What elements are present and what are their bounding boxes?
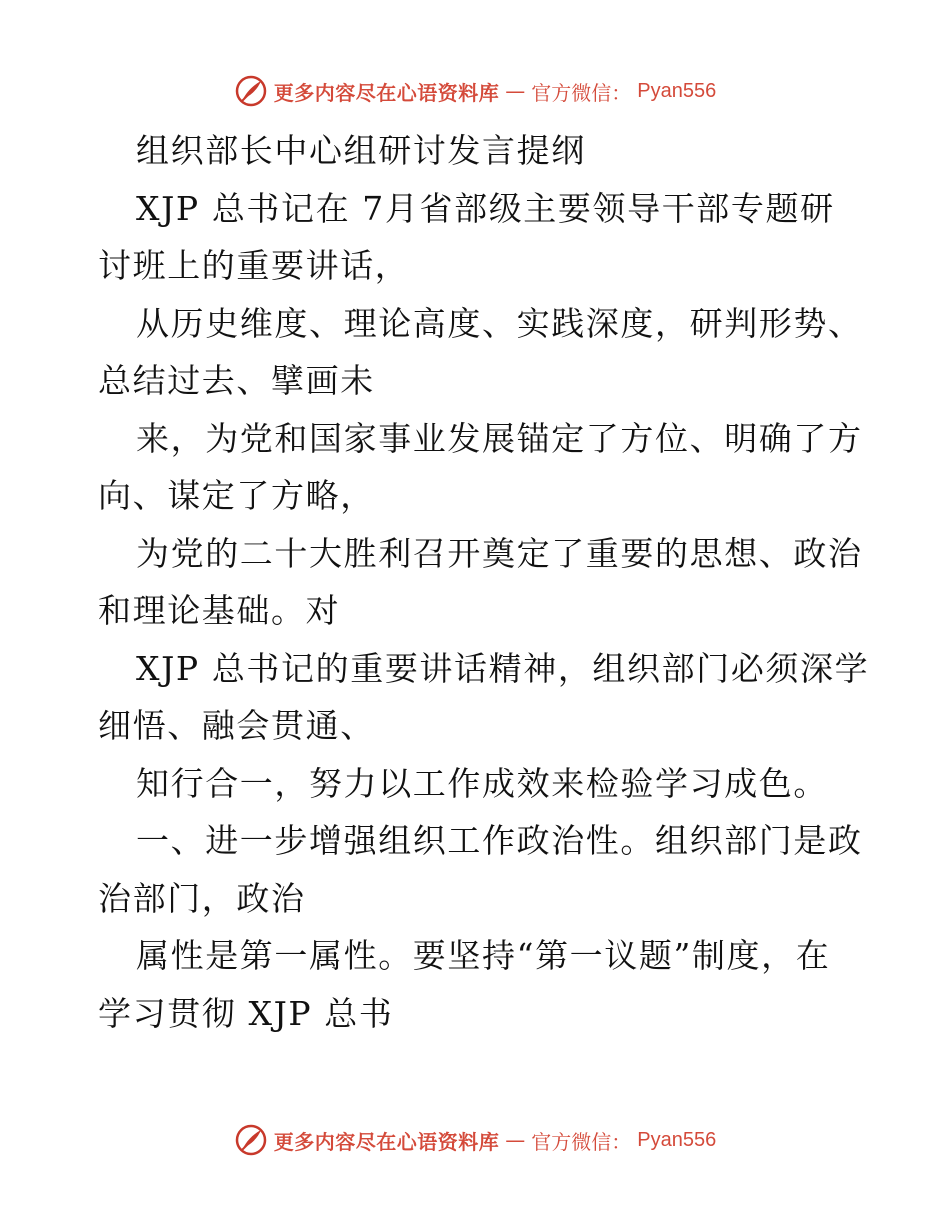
footer-watermark [0, 1120, 950, 1160]
text-line: 总结过去、擘画未 [98, 361, 375, 400]
text-line: 讨班上的重要讲话， [98, 246, 410, 285]
text-line: 知行合一，努力以工作成效来检验学习成色。 [136, 763, 828, 803]
text-line: 治部门，政治 [98, 878, 306, 918]
text-line: 为党的二十大胜利召开奠定了重要的思想、政治 [136, 533, 863, 573]
watermark-contact-label: 官方微信： [531, 80, 632, 105]
text-line: 来，为党和国家事业发展锚定了方位、明确了方 [136, 418, 863, 458]
text-line: XJP 总书记的重要讲话精神，组织部门必须深学 [136, 648, 870, 688]
text-line: 学习贯彻 XJP 总书 [98, 993, 394, 1033]
text-line: 细悟、融会贯通、 [98, 706, 375, 745]
text-line: XJP 总书记在 7月省部级主要领导干部专题研 [136, 188, 835, 228]
feather-logo-icon [234, 74, 268, 108]
feather-logo-icon [234, 1123, 268, 1157]
watermark-text: 更多内容尽在心语资料库 [273, 80, 500, 105]
watermark-separator: — [505, 79, 526, 103]
watermark-separator: — [505, 1128, 526, 1152]
watermark-contact-id: Pyan556 [637, 79, 717, 102]
section-heading-line: 一、进一步增强组织工作政治性。组织部门是政 [136, 821, 863, 860]
header-watermark [0, 71, 950, 111]
text-line: 属性是第一属性。要坚持“第一议题”制度，在 [136, 936, 831, 975]
document-title: 组织部长中心组研讨发言提纲 [136, 131, 586, 170]
text-line: 从历史维度、理论高度、实践深度，研判形势、 [136, 303, 863, 343]
watermark-contact-id: Pyan556 [637, 1128, 717, 1151]
watermark-contact-label: 官方微信： [531, 1129, 632, 1154]
watermark-text: 更多内容尽在心语资料库 [273, 1129, 500, 1154]
document-body [98, 122, 870, 1042]
text-line: 向、谋定了方略， [98, 476, 375, 515]
text-line: 和理论基础。对 [98, 591, 341, 630]
